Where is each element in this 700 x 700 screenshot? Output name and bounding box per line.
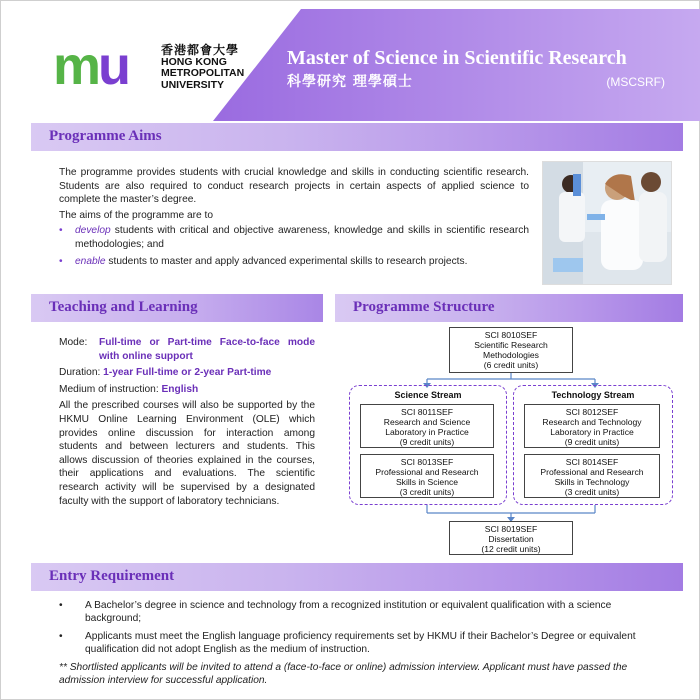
mode-label: Mode: (59, 337, 88, 348)
lab-researchers-photo (542, 161, 672, 285)
technology-stream-title: Technology Stream (551, 390, 635, 400)
list-item: • A Bachelor’s degree in science and technology from a recognized institution or equivalent qualification with a science background; (59, 600, 612, 625)
science-stream-title: Science Stream (394, 390, 462, 400)
medium-label: Medium of instruction: (59, 383, 162, 395)
section-bar-teaching (31, 294, 323, 322)
list-item: • Applicants must meet the English language proficiency requirements set by HKMU if their Bachelor’s Degree or equivalent qualification did not adopt English as the medium of instruction. (59, 630, 636, 656)
duration-label: Duration: (59, 367, 104, 379)
section-bar-structure (335, 294, 683, 322)
section-title-aims: Programme Aims (49, 128, 162, 144)
aims-lead: The aims of the programme are to (59, 209, 214, 221)
bullet-icon: • (59, 255, 63, 267)
duration-row (59, 366, 315, 380)
course-box-sci8013: SCI 8013SEF Professional and Research Skills in Science (3 credit units) (360, 454, 494, 498)
section-bar-entry (31, 563, 683, 591)
teaching-body: All the prescribed courses will also be supported by the HKMU Online Learning Environment (OLE) which provides online discussion for interaction among students and between lecturers and students. This allows discussion of theories explained in the courses, their applications and evaluations. The scientific research activity will be supervised by a designated faculty with the support of laboratory technicians. (59, 400, 315, 507)
bullet-icon: • (59, 630, 63, 642)
entry-list (59, 599, 649, 657)
course-box-sci8019: SCI 8019SEF Dissertation (12 credit units) (449, 521, 573, 555)
programme-structure-diagram (341, 321, 697, 561)
course-box-sci8010: SCI 8010SEF Scientific Research Methodologies (6 credit units) (449, 327, 573, 373)
interview-note: ** Shortlisted applicants will be invited to attend a (face-to-face or online) admission interview. Applicant must have passed the admission interview for successful application. (59, 661, 628, 687)
teaching-content (59, 336, 315, 508)
medium-value: English (161, 383, 199, 395)
aims-list (59, 224, 529, 268)
section-bar-aims (31, 123, 683, 151)
section-title-entry: Entry Requirement (49, 568, 175, 584)
entry-content (59, 599, 649, 687)
mode-row (59, 336, 315, 363)
medium-row (59, 383, 315, 397)
course-box-sci8014: SCI 8014SEF Professional and Research Skills in Technology (3 credit units) (524, 454, 660, 498)
programme-title: Master of Science in Scientific Research (287, 47, 627, 69)
university-name-zh: 香港都會大學 (161, 43, 240, 57)
section-title-structure: Programme Structure (353, 299, 495, 315)
course-box-sci8011: SCI 8011SEF Research and Science Laboratory in Practice (9 credit units) (360, 404, 494, 448)
programme-title-zh: 科學研究 理學碩士 (287, 74, 413, 90)
aims-content (59, 166, 529, 271)
bullet-icon: • (59, 600, 63, 611)
programme-code: (MSCSRF) (606, 75, 665, 89)
list-item: • develop students with critical and objective awareness, knowledge and skills in scientific research methodologies; and (59, 225, 529, 250)
technology-stream (513, 385, 673, 505)
university-name-line-3: UNIVERSITY (161, 78, 225, 91)
university-name (161, 45, 244, 91)
aims-intro: The programme provides students with crucial knowledge and skills in conducting scientific research. Students are also required to conduct research projects in certain aspects of applied science to complete the master’s degree. (59, 167, 529, 206)
course-box-sci8012: SCI 8012SEF Research and Technology Laboratory in Practice (9 credit units) (524, 404, 660, 448)
section-title-teaching: Teaching and Learning (49, 299, 198, 315)
hkmu-logo-icon: mu (53, 36, 129, 96)
university-name-line-1: HONG KONG (161, 55, 227, 68)
mode-value: Full-time or Part-time Face-to-face mode with online support (99, 337, 315, 362)
science-stream (349, 385, 507, 505)
duration-value: 1-year Full-time or 2-year Part-time (103, 367, 272, 379)
bullet-icon: • (59, 225, 63, 237)
list-item: • enable students to master and apply advanced experimental skills to research projects. (59, 255, 468, 267)
header (1, 1, 700, 121)
university-name-line-2: METROPOLITAN (161, 67, 245, 79)
